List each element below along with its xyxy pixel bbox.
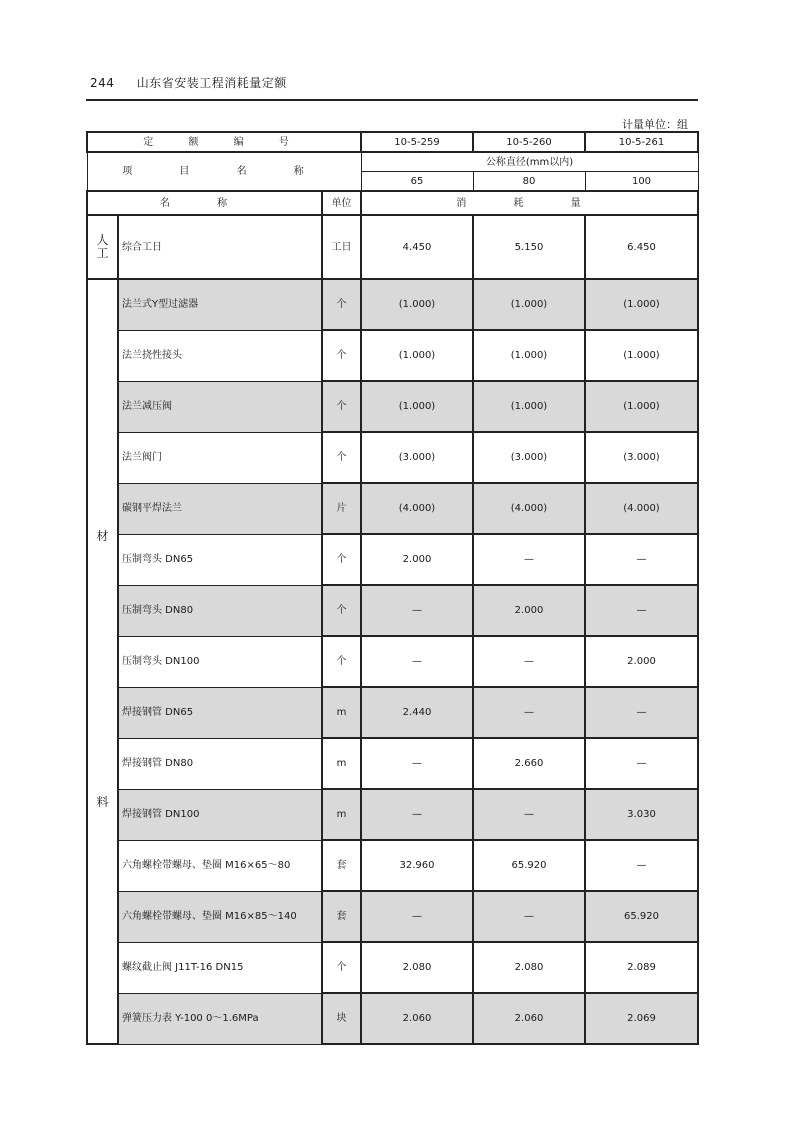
material-unit: 个 xyxy=(322,432,361,483)
material-unit: 个 xyxy=(322,330,361,381)
table-row xyxy=(87,993,698,1044)
material-name: 六角螺栓带螺母、垫圈 M16×65～80 xyxy=(118,840,322,891)
material-name: 螺纹截止阀 J11T-16 DN15 xyxy=(118,942,322,993)
material-name: 压制弯头 DN100 xyxy=(118,636,322,687)
column-header-row xyxy=(87,191,698,215)
material-unit: 个 xyxy=(322,636,361,687)
material-unit: 套 xyxy=(322,840,361,891)
labor-name: 综合工日 xyxy=(118,215,322,279)
material-value-3: — xyxy=(585,840,698,891)
header-divider xyxy=(86,99,698,101)
material-value-1: (1.000) xyxy=(361,330,473,381)
quota-code-row xyxy=(87,132,698,152)
material-name: 焊接钢管 DN65 xyxy=(118,687,322,738)
table-row xyxy=(87,483,698,534)
table-row xyxy=(87,636,698,687)
material-name: 法兰式Y型过滤器 xyxy=(118,279,322,330)
material-unit: 个 xyxy=(322,942,361,993)
material-value-1: 32.960 xyxy=(361,840,473,891)
material-name: 焊接钢管 DN100 xyxy=(118,789,322,840)
labor-category-label: 人工 xyxy=(96,232,109,260)
quota-code-1: 10-5-259 xyxy=(361,132,473,152)
labor-unit: 工日 xyxy=(322,215,361,279)
material-value-1: (3.000) xyxy=(361,432,473,483)
material-name: 法兰减压阀 xyxy=(118,381,322,432)
material-value-3: 2.000 xyxy=(585,636,698,687)
material-value-3: — xyxy=(585,738,698,789)
material-value-2: (3.000) xyxy=(473,432,585,483)
material-name: 法兰阀门 xyxy=(118,432,322,483)
material-name: 六角螺栓带螺母、垫圈 M16×85～140 xyxy=(118,891,322,942)
material-value-1: (1.000) xyxy=(361,279,473,330)
table-row xyxy=(87,942,698,993)
material-value-2: — xyxy=(473,534,585,585)
materials-category-top: 材 xyxy=(96,529,109,543)
material-name: 弹簧压力表 Y-100 0～1.6MPa xyxy=(118,993,322,1044)
material-value-3: (1.000) xyxy=(585,279,698,330)
diameter-label: 公称直径(mm以内) xyxy=(361,152,698,172)
material-value-3: (4.000) xyxy=(585,483,698,534)
diameter-label-row xyxy=(87,152,698,172)
table-row xyxy=(87,840,698,891)
unit-column-label: 单位 xyxy=(322,191,361,215)
material-value-2: (1.000) xyxy=(473,381,585,432)
material-value-1: — xyxy=(361,891,473,942)
table-row xyxy=(87,432,698,483)
material-value-3: 2.069 xyxy=(585,993,698,1044)
material-unit: 个 xyxy=(322,381,361,432)
labor-value-2: 5.150 xyxy=(473,215,585,279)
table-row xyxy=(87,279,698,330)
table-row xyxy=(87,738,698,789)
labor-value-1: 4.450 xyxy=(361,215,473,279)
material-value-1: — xyxy=(361,789,473,840)
material-value-3: — xyxy=(585,687,698,738)
material-value-1: — xyxy=(361,738,473,789)
material-value-3: 3.030 xyxy=(585,789,698,840)
book-title: 山东省安装工程消耗量定额 xyxy=(136,76,287,90)
quota-code-label: 定 额 编 号 xyxy=(87,132,361,152)
material-value-1: 2.080 xyxy=(361,942,473,993)
material-value-1: 2.060 xyxy=(361,993,473,1044)
material-value-3: — xyxy=(585,534,698,585)
diameter-2: 80 xyxy=(473,172,585,192)
materials-section xyxy=(87,279,698,1044)
quota-table xyxy=(86,131,699,1045)
material-value-3: (1.000) xyxy=(585,381,698,432)
material-value-2: 2.080 xyxy=(473,942,585,993)
item-name-label: 项 目 名 称 xyxy=(87,152,361,191)
material-name: 碳钢平焊法兰 xyxy=(118,483,322,534)
material-unit: 个 xyxy=(322,279,361,330)
material-value-3: (3.000) xyxy=(585,432,698,483)
material-value-2: 2.000 xyxy=(473,585,585,636)
material-name: 压制弯头 DN80 xyxy=(118,585,322,636)
material-value-1: 2.440 xyxy=(361,687,473,738)
materials-category-bottom: 料 xyxy=(96,795,109,809)
quota-code-3: 10-5-261 xyxy=(585,132,698,152)
material-value-1: 2.000 xyxy=(361,534,473,585)
material-value-1: — xyxy=(361,585,473,636)
material-value-1: (1.000) xyxy=(361,381,473,432)
material-value-2: 65.920 xyxy=(473,840,585,891)
page-number: 244 xyxy=(90,76,115,90)
material-value-2: — xyxy=(473,687,585,738)
labor-row xyxy=(87,215,698,279)
table-row xyxy=(87,891,698,942)
material-name: 法兰挠性接头 xyxy=(118,330,322,381)
material-value-2: — xyxy=(473,636,585,687)
material-unit: m xyxy=(322,738,361,789)
material-value-2: — xyxy=(473,789,585,840)
consumption-label: 消 耗 量 xyxy=(361,191,698,215)
name-column-label: 名 称 xyxy=(87,191,322,215)
table-row xyxy=(87,330,698,381)
material-unit: m xyxy=(322,687,361,738)
material-unit: 套 xyxy=(322,891,361,942)
labor-category xyxy=(87,215,118,279)
table-row xyxy=(87,789,698,840)
material-value-3: — xyxy=(585,585,698,636)
material-value-3: (1.000) xyxy=(585,330,698,381)
table-row xyxy=(87,381,698,432)
material-value-3: 65.920 xyxy=(585,891,698,942)
material-unit: 片 xyxy=(322,483,361,534)
material-value-2: (1.000) xyxy=(473,279,585,330)
page-header xyxy=(90,74,287,91)
materials-category xyxy=(87,279,118,1044)
diameter-3: 100 xyxy=(585,172,698,192)
table-row xyxy=(87,534,698,585)
material-unit: 块 xyxy=(322,993,361,1044)
material-name: 焊接钢管 DN80 xyxy=(118,738,322,789)
material-value-2: (4.000) xyxy=(473,483,585,534)
material-value-2: 2.060 xyxy=(473,993,585,1044)
material-unit: 个 xyxy=(322,585,361,636)
material-value-1: (4.000) xyxy=(361,483,473,534)
material-unit: 个 xyxy=(322,534,361,585)
material-value-2: 2.660 xyxy=(473,738,585,789)
material-value-1: — xyxy=(361,636,473,687)
material-unit: m xyxy=(322,789,361,840)
labor-value-3: 6.450 xyxy=(585,215,698,279)
table-row xyxy=(87,687,698,738)
material-name: 压制弯头 DN65 xyxy=(118,534,322,585)
diameter-1: 65 xyxy=(361,172,473,192)
material-value-3: 2.089 xyxy=(585,942,698,993)
quota-code-2: 10-5-260 xyxy=(473,132,585,152)
unit-note: 计量单位：组 xyxy=(622,118,688,131)
table-row xyxy=(87,585,698,636)
material-value-2: — xyxy=(473,891,585,942)
material-value-2: (1.000) xyxy=(473,330,585,381)
